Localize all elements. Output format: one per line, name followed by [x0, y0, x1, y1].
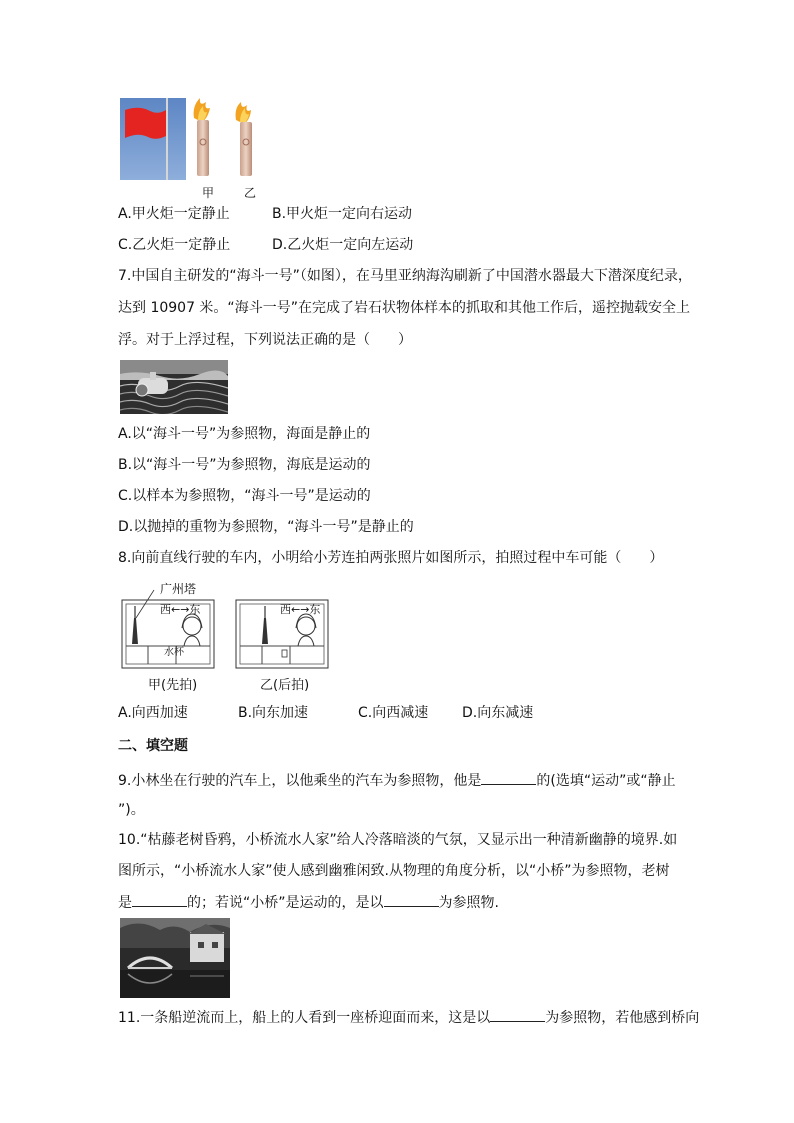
q8-option-b[interactable]: B.向东加速 [238, 705, 309, 721]
q10-text-c: 为参照物. [438, 895, 499, 911]
q6-option-d[interactable]: D.乙火炬一定向左运动 [272, 237, 414, 253]
caption-yi: 乙(后拍) [260, 678, 310, 693]
direction-label-a: 西←→东 [160, 603, 201, 616]
torch-label-jia: 甲 [202, 186, 215, 200]
q7-stem-line2: 达到 10907 米。“海斗一号”在完成了岩石状物体样本的抓取和其他工作后，遥控抛载安全上 [118, 300, 690, 316]
q9-stem-line1 [118, 770, 676, 791]
q9-blank[interactable] [481, 770, 536, 785]
q10-blank-1[interactable] [132, 892, 187, 907]
q10-stem-line2: 图所示，“小桥流水人家”使人感到幽雅闲致.从物理的角度分析，以“小桥”为参照物，老树 [118, 863, 670, 879]
q8-stem-line1: 8.向前直线行驶的车内，小明给小芳连拍两张照片如图所示，拍照过程中车可能（ ） [118, 550, 664, 566]
tower-label: 广州塔 [160, 582, 197, 596]
q11-text-a: 11.一条船逆流而上，船上的人看到一座桥迎面而来，这是以 [118, 1010, 491, 1026]
caption-jia: 甲(先拍) [148, 678, 198, 693]
q7-stem-line1: 7.中国自主研发的“海斗一号”（如图），在马里亚纳海沟刷新了中国潜水器最大下潜深度纪录， [118, 268, 692, 284]
q7-option-b[interactable]: B.以“海斗一号”为参照物，海底是运动的 [118, 457, 371, 473]
q6-option-a[interactable]: A.甲火炬一定静止 [118, 206, 230, 222]
q10-stem-line3 [118, 892, 499, 913]
q10-blank-2[interactable] [384, 892, 439, 907]
q9-text-a: 9.小林坐在行驶的汽车上，以他乘坐的汽车为参照物，他是 [118, 773, 482, 789]
q7-option-d[interactable]: D.以抛掉的重物为参照物，“海斗一号”是静止的 [118, 519, 414, 535]
q7-option-a[interactable]: A.以“海斗一号”为参照物，海面是静止的 [118, 426, 371, 442]
q7-stem-line3: 浮。对于上浮过程，下列说法正确的是（ ） [118, 332, 412, 348]
q8-option-c[interactable]: C.向西减速 [358, 705, 429, 721]
torch-label-yi: 乙 [244, 186, 257, 200]
q7-option-c[interactable]: C.以样本为参照物，“海斗一号”是运动的 [118, 488, 371, 504]
q11-blank[interactable] [490, 1007, 545, 1022]
q8-option-a[interactable]: A.向西加速 [118, 705, 188, 721]
q9-stem-line2: ”)。 [118, 802, 145, 818]
q6-option-c[interactable]: C.乙火炬一定静止 [118, 237, 231, 253]
q7-figure [120, 360, 228, 414]
q10-figure [120, 918, 230, 998]
q11-stem-line1 [118, 1007, 699, 1028]
q10-text-b: 的；若说“小桥”是运动的，是以 [187, 895, 384, 911]
q10-text-a: 是 [118, 895, 132, 911]
q11-text-b: 为参照物，若他感到桥向 [545, 1010, 700, 1026]
cup-label: 水杯 [164, 647, 184, 658]
submersible-photo [120, 360, 228, 414]
q6-option-b[interactable]: B.甲火炬一定向右运动 [272, 206, 413, 222]
direction-label-b: 西←→东 [280, 603, 321, 616]
q10-stem-line1: 10.“枯藤老树昏鸦，小桥流水人家”给人冷落暗淡的气氛，又显示出一种清新幽静的境界.如 [118, 832, 678, 848]
bridge-photo [120, 918, 230, 998]
q8-option-d[interactable]: D.向东减速 [462, 705, 534, 721]
q9-text-b: 的(选填“运动”或“静止 [536, 773, 676, 789]
section-title-fill-in: 二、填空题 [118, 738, 188, 754]
